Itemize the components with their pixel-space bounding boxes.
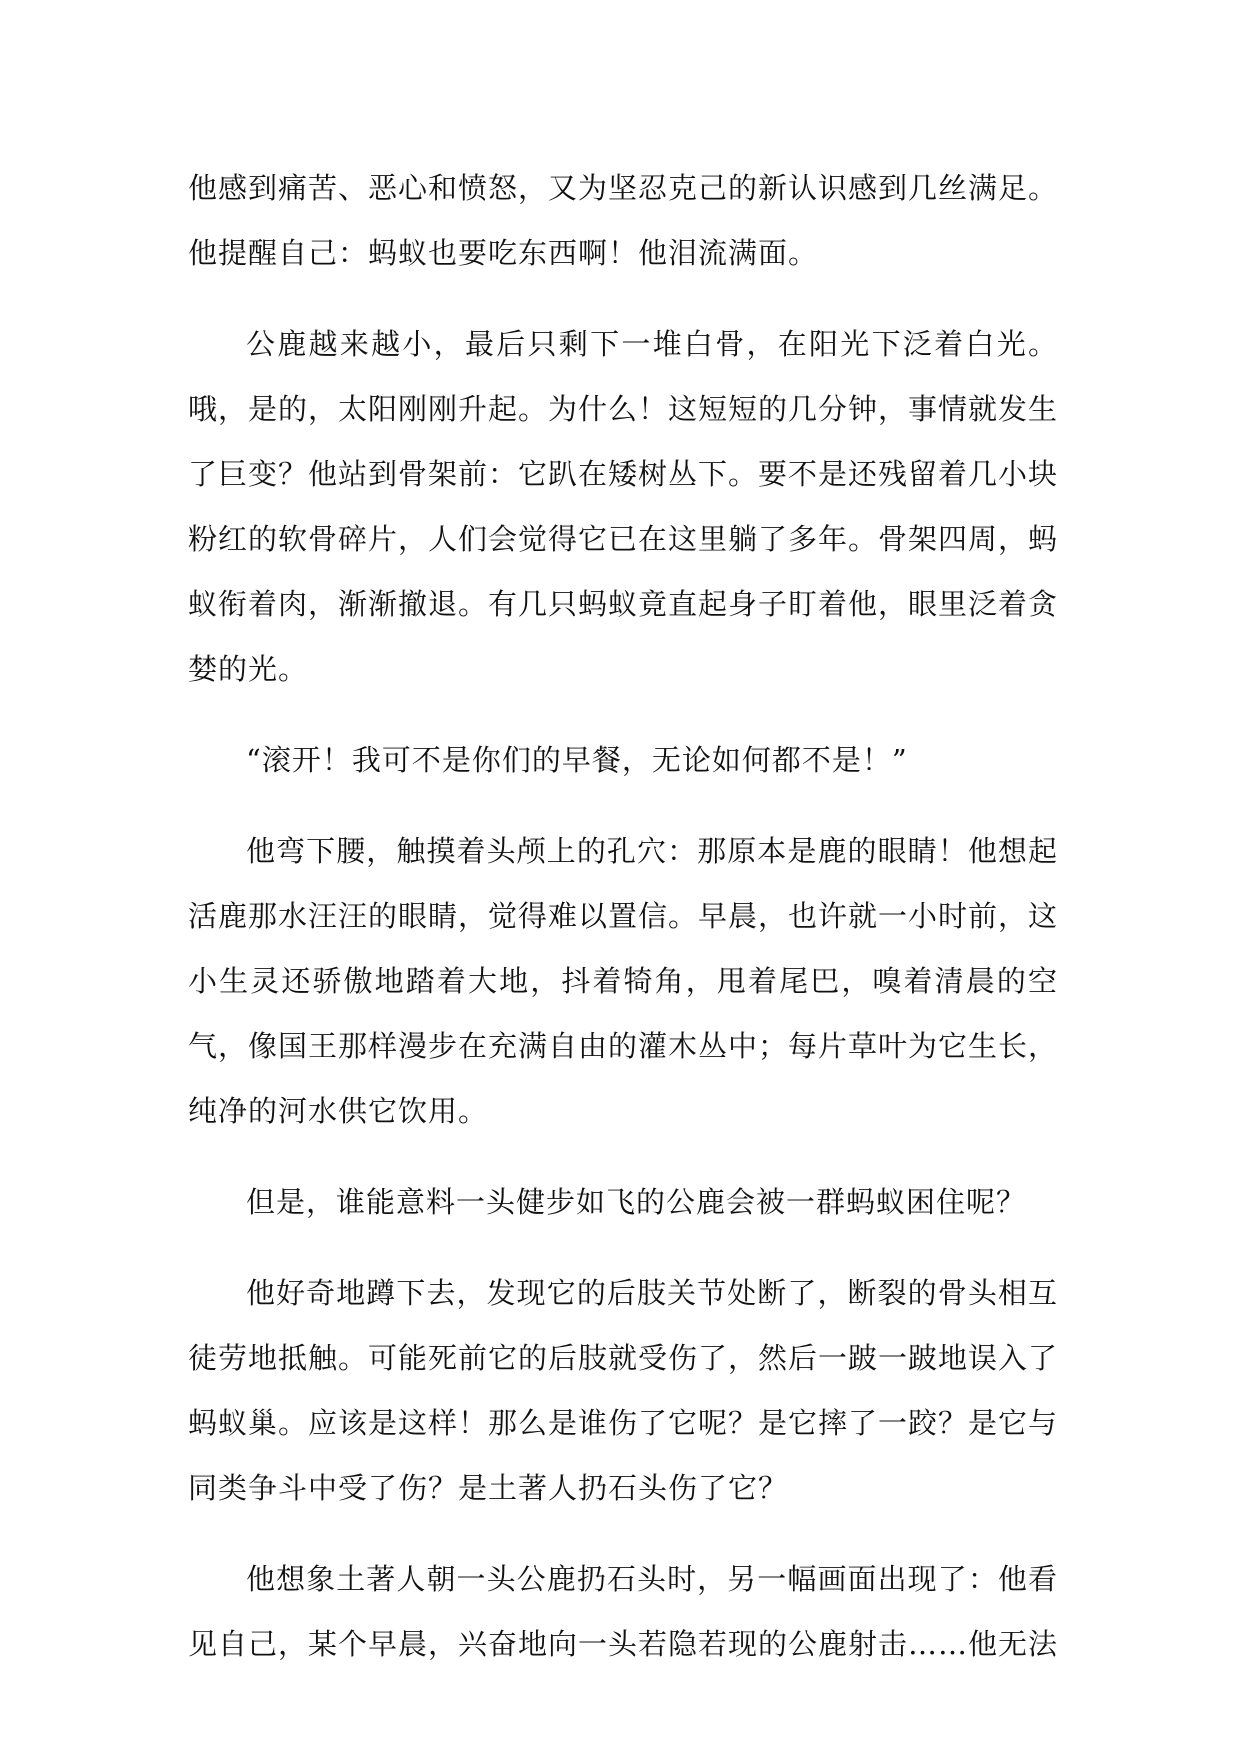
body-text: [188, 156, 1058, 1677]
paragraph-1: 他感到痛苦、恶心和愤怒，又为坚忍克己的新认识感到几丝满足。他提醒自己：蚂蚁也要吃东西啊！他泪流满面。: [188, 171, 1059, 270]
paragraph-3: “滚开！我可不是你们的早餐，无论如何都不是！”: [246, 743, 908, 777]
paragraph-6: 他好奇地蹲下去，发现它的后肢关节处断了，断裂的骨头相互徒劳地抵触。可能死前它的后肢就受伤了，然后一跛一跛地误入了蚂蚁巢。应该是这样！那么是谁伤了它呢？是它摔了一跤？是它与同类争斗中受了伤？是土著人扔石头伤了它？: [188, 1276, 1059, 1505]
paragraph-5: 但是，谁能意料一头健步如飞的公鹿会被一群蚂蚁困住呢？: [246, 1185, 1027, 1219]
paragraph-7: 他想象土著人朝一头公鹿扔石头时，另一幅画面出现了：他看见自己，某个早晨，兴奋地向一头若隐若现的公鹿射击……他无法: [188, 1562, 1059, 1661]
paragraph-4: 他弯下腰，触摸着头颅上的孔穴：那原本是鹿的眼睛！他想起活鹿那水汪汪的眼睛，觉得难以置信。早晨，也许就一小时前，这小生灵还骄傲地踏着大地，抖着犄角，甩着尾巴，嗅着清晨的空气，像国王那样漫步在充满自由的灌木丛中；每片草叶为它生长，纯净的河水供它饮用。: [188, 834, 1059, 1128]
paragraph-2: 公鹿越来越小，最后只剩下一堆白骨，在阳光下泛着白光。哦，是的，太阳刚刚升起。为什么！这短短的几分钟，事情就发生了巨变？他站到骨架前：它趴在矮树丛下。要不是还残留着几小块粉红的软骨碎片，人们会觉得它已在这里躺了多年。骨架四周，蚂蚁衔着肉，渐渐撤退。有几只蚂蚁竟直起身子盯着他，眼里泛着贪婪的光。: [188, 327, 1059, 686]
